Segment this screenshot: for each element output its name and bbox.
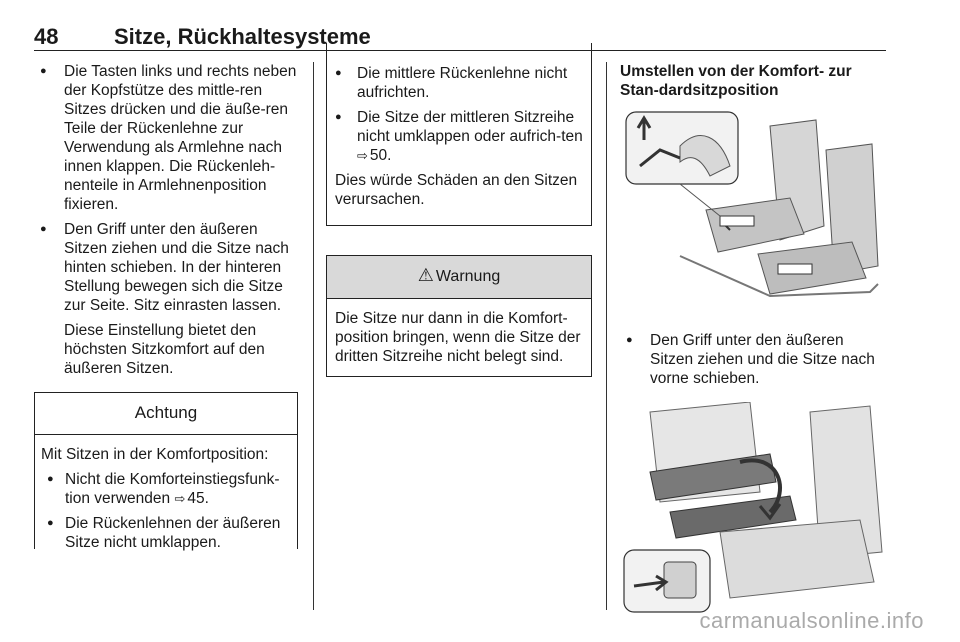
column-3 xyxy=(620,62,886,621)
caution-item xyxy=(41,470,289,508)
list-item: ● Die Tasten links und rechts neben der Kopfstütze des mittle-ren Sitzes drücken und die äuße-ren Teile der Rückenlehne zur Verwendung als Armlehne nach innen klappen. Die Rückenleh-nenteile in Armlehnenposition fixieren. xyxy=(34,62,298,214)
column-2 xyxy=(326,62,592,377)
warning-box xyxy=(326,255,592,377)
caution-title: Achtung xyxy=(35,393,297,435)
page-ref-arrow-icon[interactable] xyxy=(174,490,208,507)
column-1 xyxy=(34,62,298,549)
warning-header xyxy=(327,256,591,299)
damage-note: Dies würde Schäden an den Sitzen verursachen. xyxy=(335,172,578,208)
caution-item: ● Die Rückenlehnen der äußeren Sitze nicht umklappen. xyxy=(41,514,289,552)
caution-item-text: Nicht die Komforteinstiegsfunk-tion verwenden xyxy=(65,471,280,507)
list-item: ● Den Griff unter den äußeren Sitzen ziehen und die Sitze nach hinten schieben. In der hinteren Stellung bewegen sich die Sitze zur Seite. Sitz einrasten lassen. xyxy=(34,220,298,315)
seat-slide-forward-illustration xyxy=(620,402,886,616)
warning-triangle-icon: ⚠ xyxy=(417,265,434,285)
comfort-note: Diese Einstellung bietet den höchsten Sitzkomfort auf den äußeren Sitzen. xyxy=(64,322,265,377)
column-divider-1 xyxy=(313,62,314,610)
caution-box xyxy=(34,392,298,549)
page-ref: 45. xyxy=(187,490,209,507)
warning-body: Die Sitze nur dann in die Komfort-position bringen, wenn die Sitze der dritten Sitzreihe nicht belegt sind. xyxy=(335,310,581,365)
caution-continued-box xyxy=(326,43,592,226)
page-ref: 50. xyxy=(369,147,392,164)
watermark: carmanualsonline.info xyxy=(699,608,924,633)
list-item-text: Die Sitze der mittleren Sitzreihe nicht umklappen oder aufrich-ten xyxy=(357,109,583,145)
page-number: 48 xyxy=(34,24,59,49)
page-ref-arrow-icon[interactable] xyxy=(357,147,391,164)
list-item xyxy=(335,108,583,165)
column-divider-2 xyxy=(606,62,607,610)
comfort-to-standard-illustration xyxy=(620,106,886,314)
caution-intro: Mit Sitzen in der Komfortposition: xyxy=(41,446,269,463)
list-item: ● Die mittlere Rückenlehne nicht aufrichten. xyxy=(335,64,583,102)
warning-title: Warnung xyxy=(435,268,501,285)
caution-body xyxy=(35,435,297,568)
section-title: Umstellen von der Komfort- zur Stan-dardsitzposition xyxy=(620,63,852,99)
list-item: ● Den Griff unter den äußeren Sitzen ziehen und die Sitze nach vorne schieben. xyxy=(620,331,886,388)
chapter-title: Sitze, Rückhaltesysteme xyxy=(114,24,371,49)
